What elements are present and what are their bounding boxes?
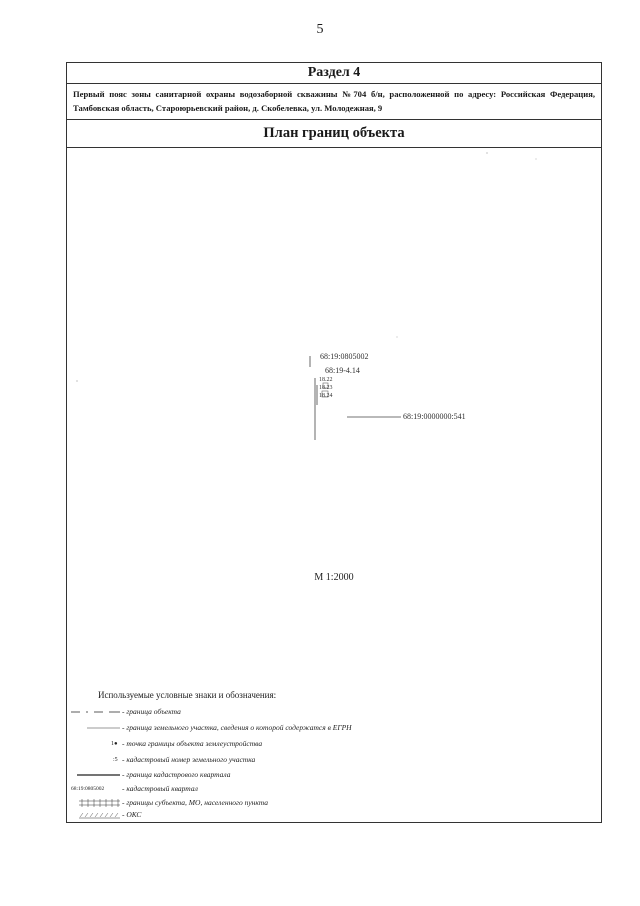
legend-item-object-boundary: - граница объекта: [67, 706, 467, 718]
legend-item-subject-boundary: - границы субъекта, МО, населенного пункта: [67, 797, 467, 809]
thick-line-icon: [67, 769, 122, 781]
legend-item-quarter-boundary: - граница кадастрового квартала: [67, 769, 467, 781]
point-label-a: 18.22: [319, 377, 333, 383]
section-title: Раздел 4: [67, 63, 601, 84]
point-label-b: 18.23: [319, 385, 333, 391]
document-frame: [66, 62, 602, 823]
solid-line-icon: [67, 722, 122, 734]
parcel-label: 68:19:0000000:541: [403, 412, 466, 421]
legend-item-cadastral-number: :5 - кадастровый номер земельного участка: [113, 755, 256, 764]
legend-item-parcel-boundary: - граница земельного участка, сведения о которой содержатся в ЕГРН: [67, 722, 467, 734]
quarter-label: 68:19:0805002: [320, 352, 369, 361]
point-marker-icon: 1●: [111, 741, 118, 747]
legend-item-boundary-point: 1● - точка границы объекта землеустройства: [111, 739, 263, 748]
hatched-line-icon: [67, 797, 122, 809]
point-label-c: 18.24: [319, 393, 333, 399]
object-id-label: 68:19-4.14: [325, 366, 360, 375]
object-description: Первый пояс зоны санитарной охраны водозаборной скважины №704 б/н, расположенной по адресу: Российская Федерация, Тамбовская область, Староюрьевский район, д. Скобелевка, ул. Молодежная, 9: [67, 84, 601, 120]
oks-hatch-icon: [67, 809, 122, 821]
cadastral-number-icon: :5: [113, 757, 118, 763]
page-number: 5: [316, 22, 324, 37]
legend-item-oks: - ОКС: [67, 809, 467, 821]
dash-dot-line-icon: [67, 706, 122, 718]
map-area: [67, 149, 601, 822]
legend-item-cadastral-quarter: 68:19:0805002 - кадастровый квартал: [71, 784, 198, 793]
legend-title: Используемые условные знаки и обозначения:: [98, 690, 277, 700]
map-scale: М 1:2000: [314, 572, 354, 583]
cadastral-quarter-icon: 68:19:0805002: [71, 786, 105, 792]
plan-title: План границ объекта: [67, 120, 601, 148]
